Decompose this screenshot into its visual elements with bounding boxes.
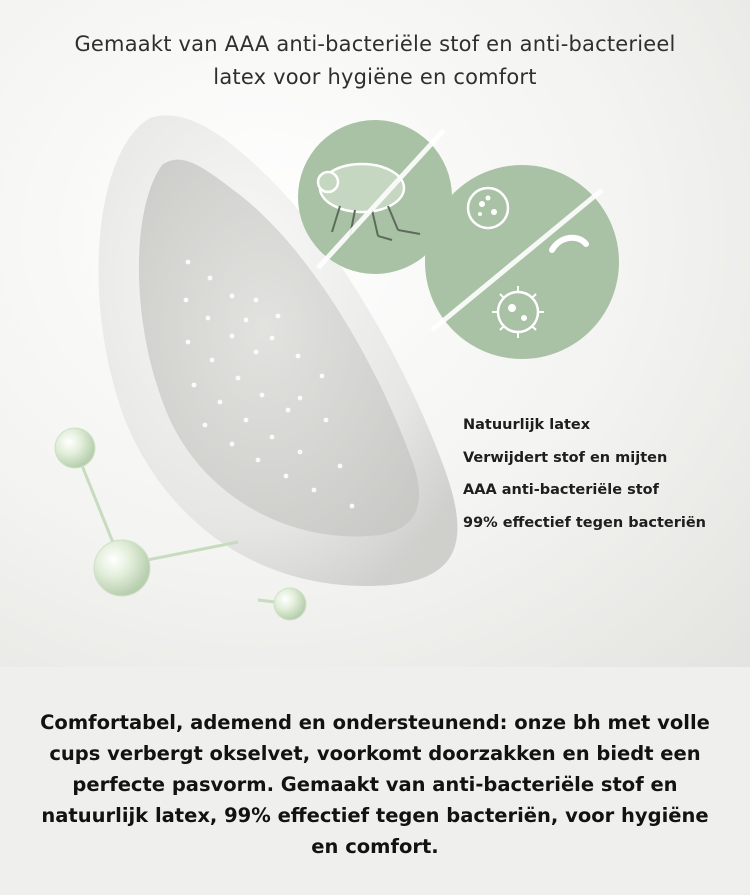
headline-line-2: latex voor hygiëne en comfort	[213, 65, 537, 89]
headline-line-1: Gemaakt van AAA anti-bacteriële stof en anti-bacterieel	[74, 32, 676, 56]
feature-item: Natuurlijk latex	[463, 417, 591, 433]
feature-list	[463, 413, 706, 543]
feature-item: AAA anti-bacteriële stof	[463, 482, 659, 498]
bacteria-icon	[425, 165, 619, 359]
description-panel	[0, 667, 750, 895]
feature-item: Verwijdert stof en mijten	[463, 449, 668, 466]
feature-item: 99% effectief tegen bacteriën	[463, 514, 707, 531]
product-description: Comfortabel, ademend en ondersteunend: onze bh met volle cups verbergt okselvet, voorkomt doorzakken en biedt een perfecte pasvorm. Gemaakt van anti-bacteriële stof en natuurlijk latex, 99% effectief tegen bacteriën, voor hygiëne en comfort.	[40, 711, 710, 858]
headline	[0, 28, 750, 94]
